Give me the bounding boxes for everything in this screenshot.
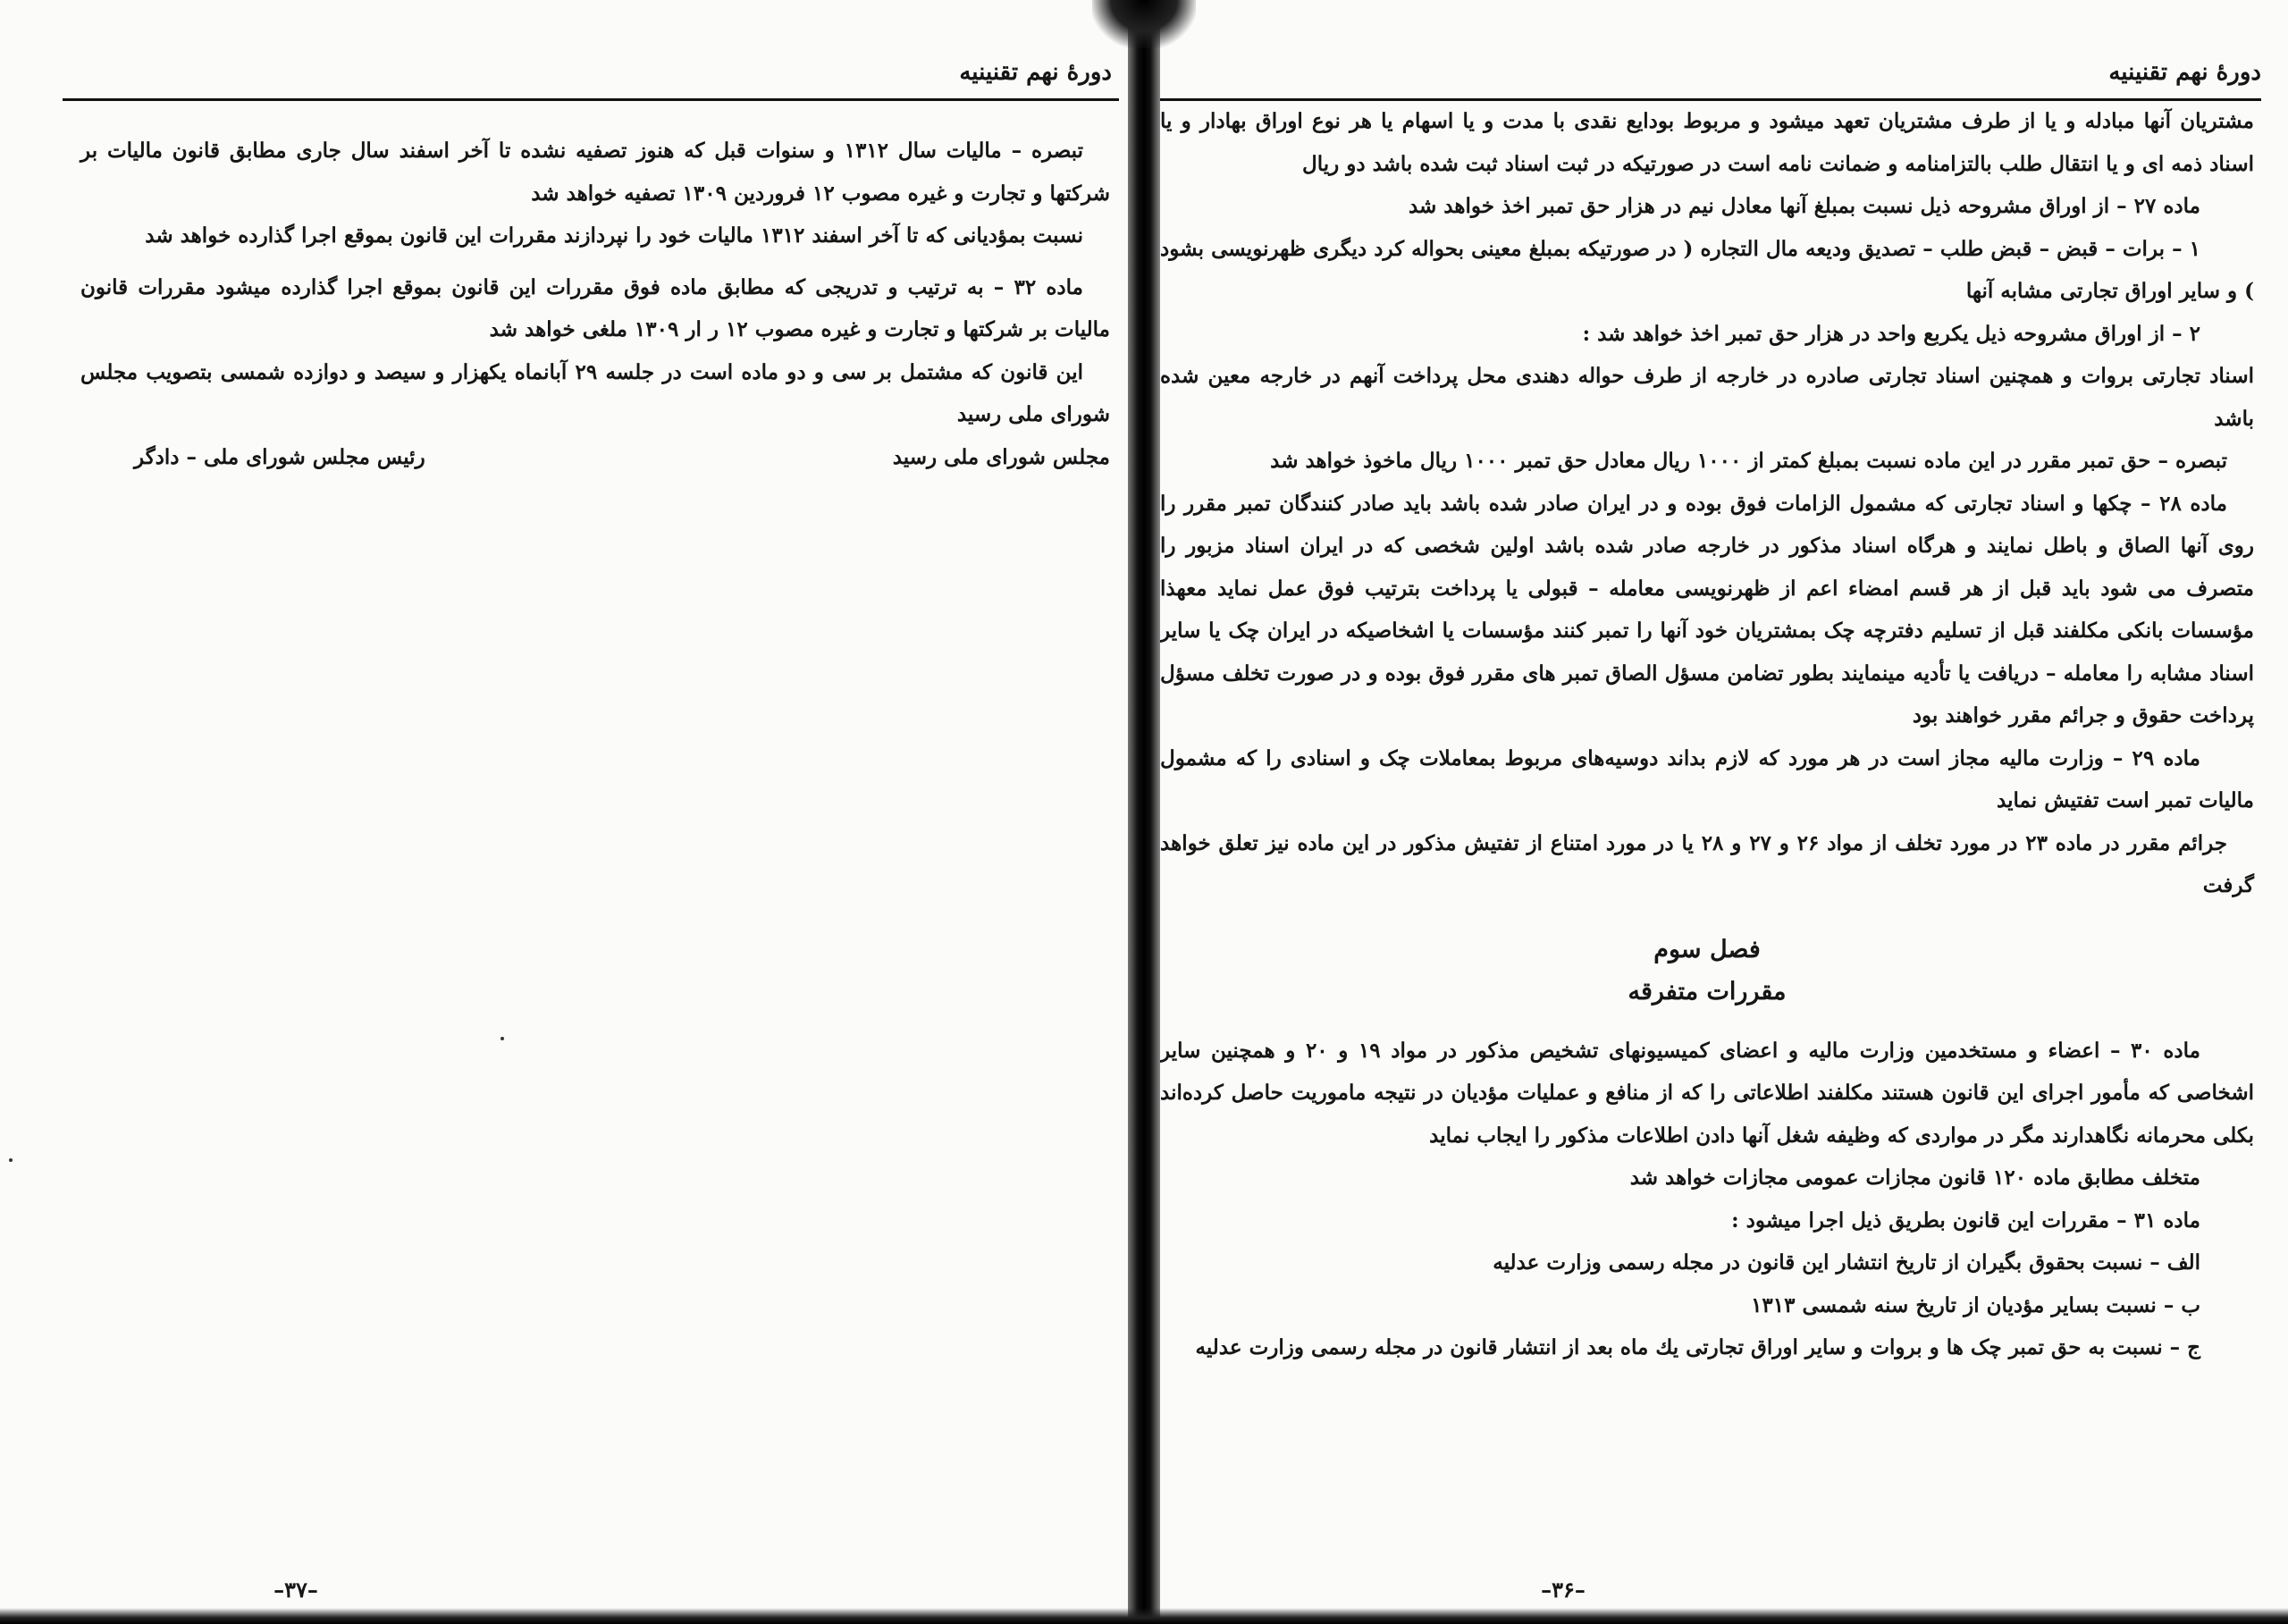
subsection-title: مقررات متفرقه [1628,978,1787,1006]
right-item-1: ۱ – برات – قبض – قبض طلب – تصدیق ودیعه مال التجاره ( در صورتیکه بمبلغ معینی بحواله کرد دیگری ظهرنویسی بشود ) و سایر اوراق تجارتی مشابه آنها [1160,236,2254,303]
right-penalties: جرائم مقرر در ماده ۲۳ در مورد تخلف از مواد ۲۶ و ۲۷ و ۲۸ یا در مورد امتناع از تفتیش مذکور در این ماده نیز تعلق خواهد گرفت [1160,830,2254,897]
right-note: تبصره – حق تمبر مقرر در این ماده نسبت بمبلغ کمتر از ۱۰۰۰ ریال معادل حق تمبر ۱۰۰۰ ریال ماخوذ خواهد شد [1270,449,2227,473]
signature-approval: مجلس شورای ملی رسید [892,444,1110,469]
scan-speck [500,1037,504,1040]
book-gutter [1128,0,1160,1624]
left-page-number: –۳۷– [273,1577,318,1603]
left-paragraph-1: تبصره – مالیات سال ۱۳۱۲ و سنوات قبل که هنوز تصفیه نشده تا آخر اسفند سال جاری مطابق قانون مالیات بر شرکتها و تجارت و غیره مصوب ۱۲ فروردین ۱۳۰۹ تصفیه خواهد شد [80,139,1110,206]
right-article-28: ماده ۲۸ – چکها و اسناد تجارتی که مشمول الزامات فوق بوده و در ایران صادر شده باشد باید صادر کنندگان تمبر مقرر را روی آنها الصاق و باطل نمایند و هرگاه اسناد مذکور در خارجه صادر شده باشد اولین شخصی که در ایران اسناد مزبور را متصرف می شود باید قبل از هر قسم امضاء اعم از ظهرنویسی معامله – قبولی یا پرداخت بترتیب فوق عمل نماید معهذا مؤسسات بانکی مکلفند قبل از تسلیم دفترچه چک بمشتریان خود آنها را تمبر کنند مؤسسات یا اشخاصیکه در ایران چک یا سایر اسناد مشابه را معامله – دریافت یا تأدیه مینمایند بطور تضامن مسؤل الصاق تمبر های مقرر فوق بوده و در صورت تخلف مسؤل پرداخت حقوق و جرائم مقرر خواهند بود [1160,491,2254,728]
right-clause-b: ب – نسبت بسایر مؤدیان از تاریخ سنه شمسی ۱۳۱۳ [1751,1292,2200,1317]
right-clause-c: ج – نسبت به حق تمبر چک ها و بروات و سایر اوراق تجارتی یك ماه بعد از انتشار قانون در مجله رسمی وزارت عدلیه [1195,1335,2200,1359]
right-article-30: ماده ۳۰ – اعضاء و مستخدمین وزارت مالیه و اعضای کمیسیونهای تشخیص مذکور در مواد ۱۹ و ۲۰ و همچنین سایر اشخاصی که مأمور اجرای این قانون هستند مکلفند اطلاعاتی را که از منافع و عملیات مؤدیان در نتیجه ماموریت حاصل کرده‌اند بکلی محرمانه نگاهدارند مگر در مواردی که وظیفه شغل آنها دادن اطلاعات مذکور را ایجاب نماید [1160,1038,2254,1148]
right-violator: متخلف مطابق ماده ۱۲۰ قانون مجازات عمومی مجازات خواهد شد [1629,1165,2200,1190]
signature-speaker: رئیس مجلس شورای ملی – دادگر [134,444,425,469]
right-paragraph-continuation: مشتریان آنها مبادله و یا از طرف مشتریان تعهد میشود و مربوط بودایع نقدی با مدت و یا اسهام یا هر نوع اوراق بهادار و یا اسناد ذمه ای و یا انتقال طلب بالتزامنامه و ضمانت نامه است در صورتیکه در ثبت اسناد ثبت شده باشد دو ریال [1160,109,2254,176]
right-page-body [1160,100,2254,1369]
section-title: فصل سوم [1653,935,1761,963]
right-page-number: –۳۶– [1541,1577,1586,1603]
right-running-header: دورهٔ نهم تقنینیه [2108,59,2261,86]
left-closing-paragraph: این قانون که مشتمل بر سی و دو ماده است در جلسه ۲۹ آبانماه یکهزار و سیصد و دوازده شمسی بتصویب مجلس شورای ملی رسید [80,359,1110,426]
left-paragraph-2: نسبت بمؤدیانی که تا آخر اسفند ۱۳۱۲ مالیات خود را نپردازند مقررات این قانون بموقع اجرا گذارده خواهد شد [145,223,1083,248]
right-item-2-text: اسناد تجارتی بروات و همچنین اسناد تجارتی صادره در خارجه از طرف حواله دهندی محل پرداخت آنهم در خارجه معین شده باشد [1160,364,2254,431]
right-page [1160,0,2288,1624]
page-bottom-edge [0,1608,2288,1624]
left-header-rule [63,98,1119,101]
signature-line [80,436,1110,479]
left-page-body [80,130,1110,478]
left-article-32: ماده ۳۲ – به ترتیب و تدریجی که مطابق ماده فوق مقررات این قانون بموقع اجرا گذارده میشود مقررات قانون مالیات بر شرکتها و تجارت و غیره مصوب ۱۲ ر ار ۱۳۰۹ ملغی خواهد شد [80,274,1110,341]
right-item-2: ۲ – از اوراق مشروحه ذیل یکربع واحد در هزار حق تمبر اخذ خواهد شد : [1582,321,2200,346]
right-article-29: ماده ۲۹ – وزارت مالیه مجاز است در هر مورد که لازم بداند دوسیه‌های مربوط بمعاملات چک و اسنادی را که مشمول مالیات تمبر است تفتیش نماید [1160,745,2254,812]
right-clause-a: الف – نسبت بحقوق بگیران از تاریخ انتشار این قانون در مجله رسمی وزارت عدلیه [1493,1250,2200,1275]
right-article-31: ماده ۳۱ – مقررات این قانون بطریق ذیل اجرا میشود : [1731,1207,2200,1233]
scan-speck [9,1158,13,1162]
left-page [0,0,1128,1624]
left-running-header: دورهٔ نهم تقنینیه [959,59,1112,86]
right-article-27: ماده ۲۷ – از اوراق مشروحه ذیل نسبت بمبلغ آنها معادل نیم در هزار حق تمبر اخذ خواهد شد [1408,194,2200,218]
